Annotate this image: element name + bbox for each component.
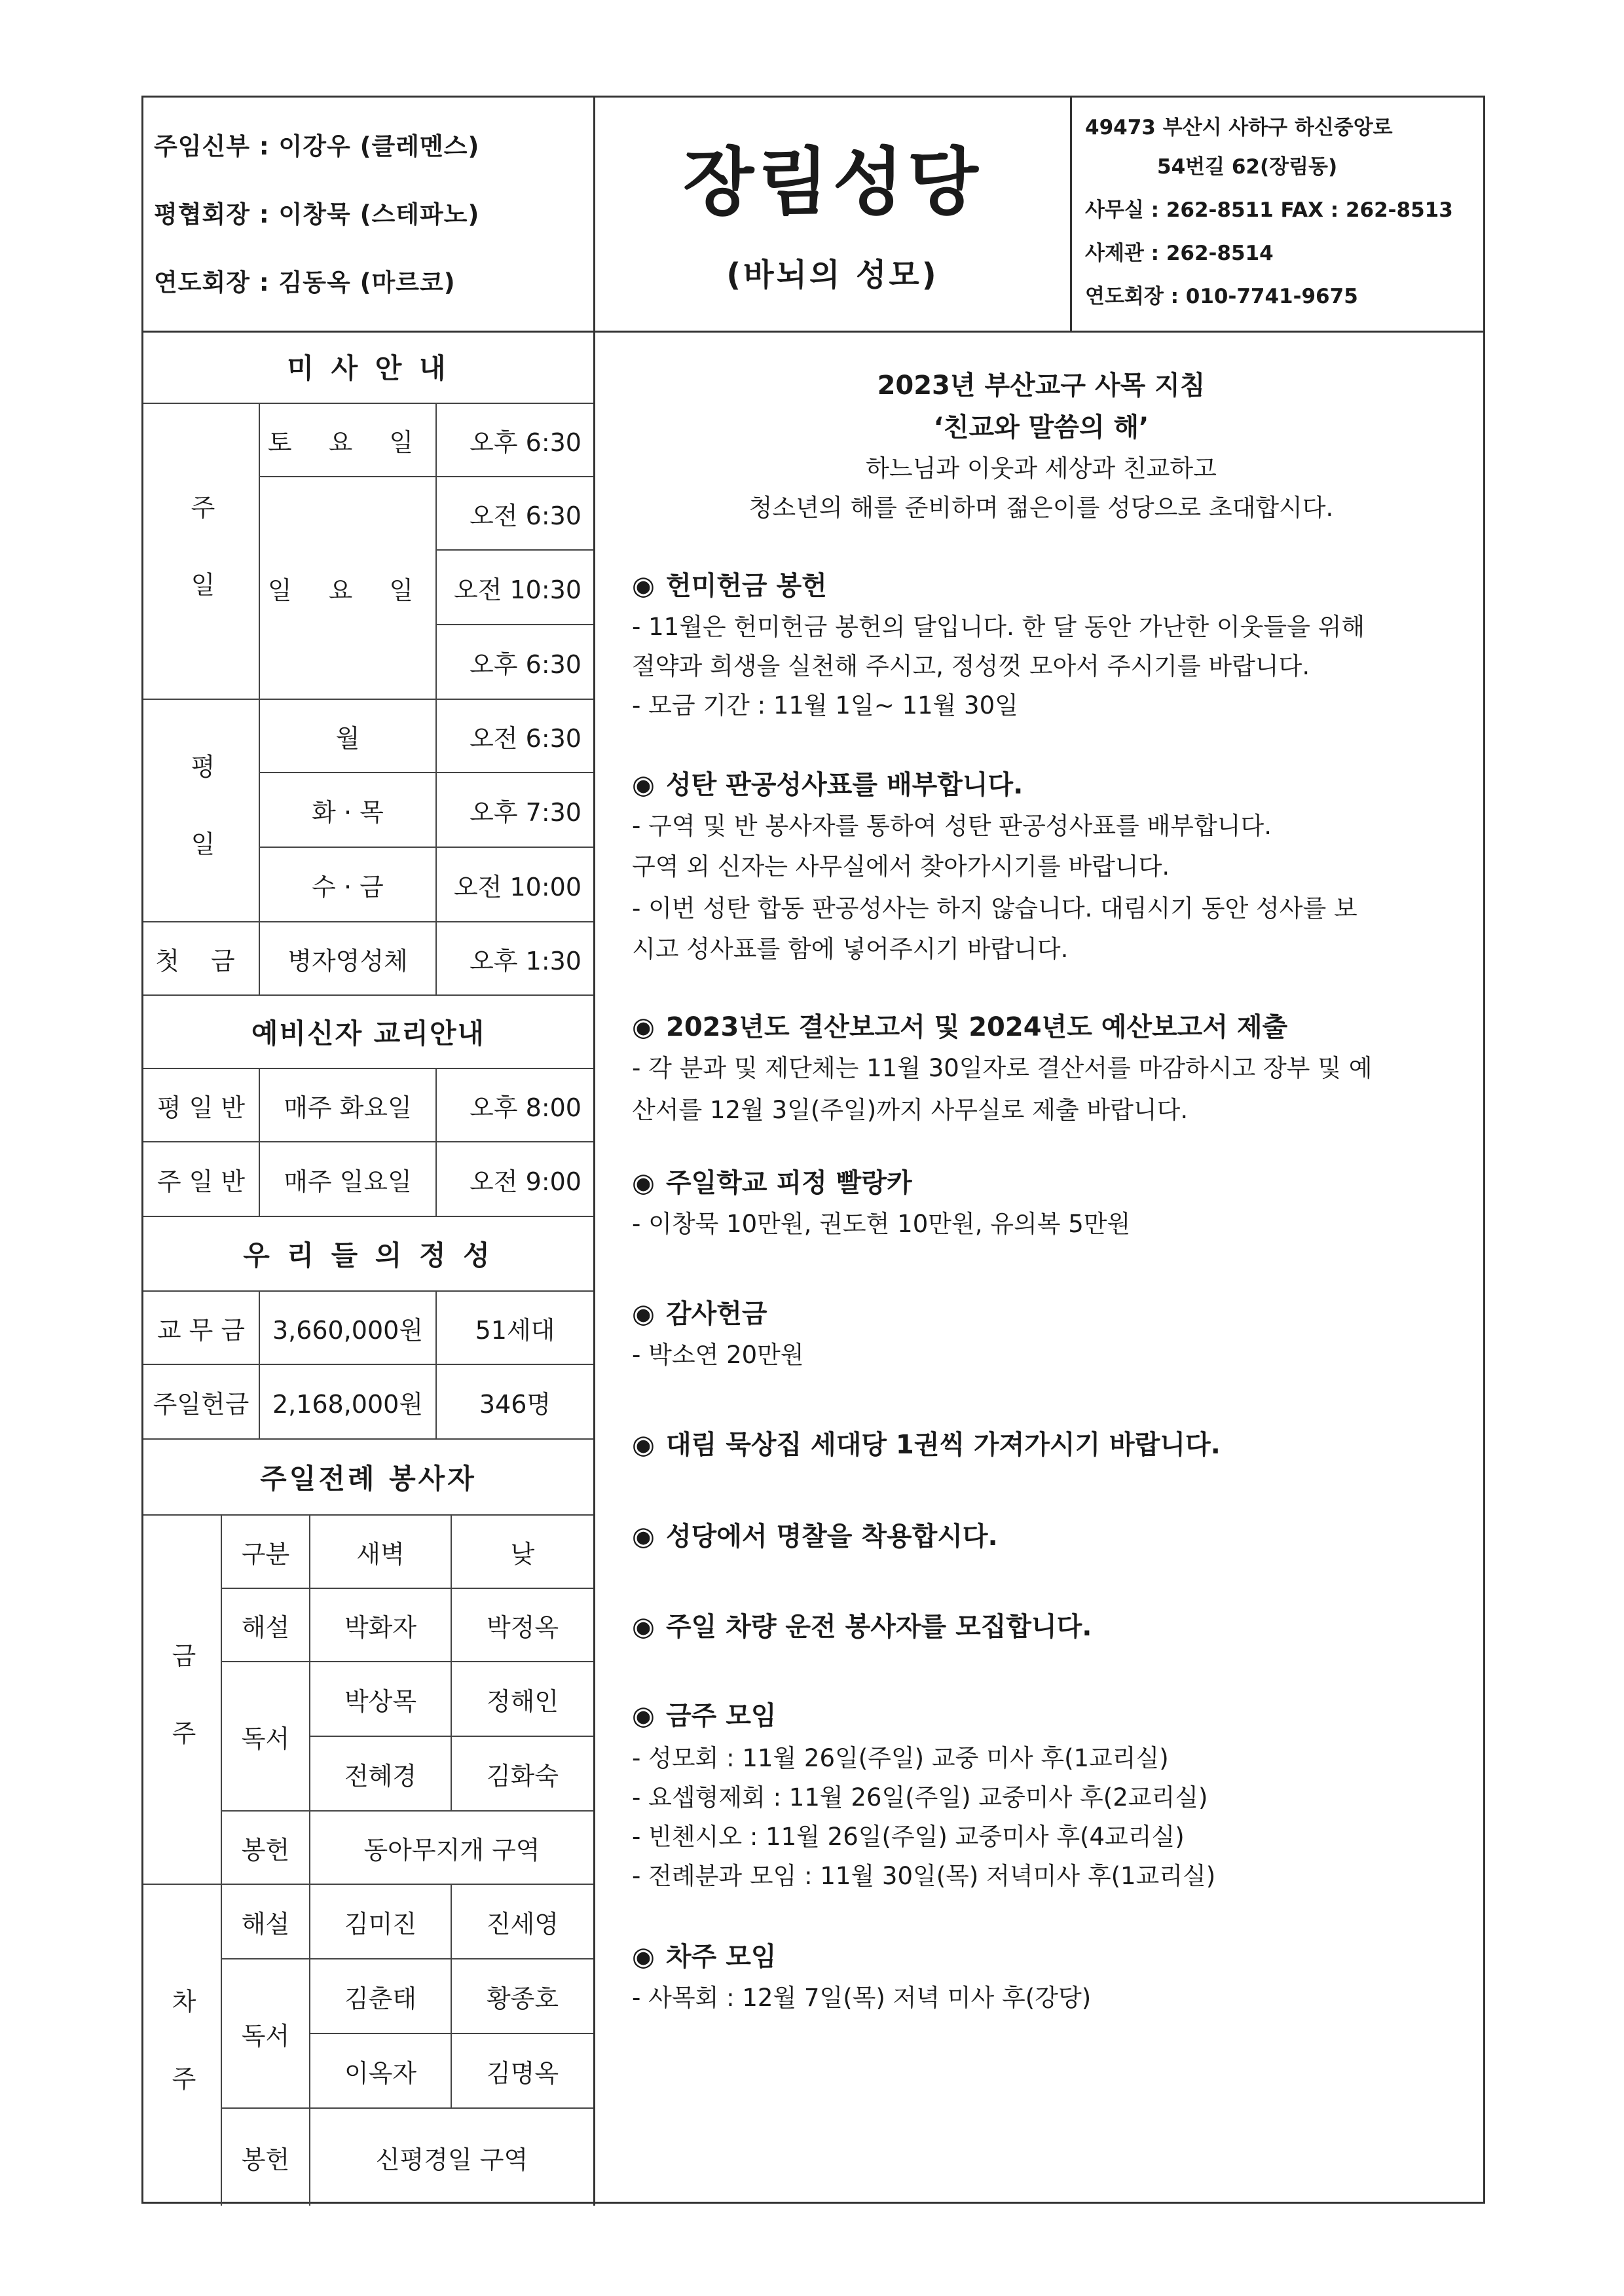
this-week-reader1-day: 정해인	[452, 1662, 593, 1737]
this-week-commentator-label: 해설	[222, 1589, 310, 1662]
bullet-icon: ◉	[632, 1942, 655, 1972]
church-subtitle: (바뇌의 성모)	[726, 257, 939, 293]
col-day: 낮	[452, 1516, 593, 1589]
monday-label: 월	[260, 700, 437, 773]
notice-line: - 이창묵 10만원, 권도현 10만원, 유의복 5만원	[632, 1210, 1131, 1238]
next-week-commentator-dawn: 김미진	[310, 1885, 452, 1959]
bullet-icon: ◉	[632, 770, 655, 800]
address-line2: 54번길 62(장림동)	[1157, 155, 1338, 179]
staff-panel	[143, 98, 595, 331]
wed-fri-time: 오전 10:00	[437, 848, 593, 922]
first-friday-time: 오후 1:30	[437, 922, 593, 996]
pastor-name: 주임신부 : 이강우 (클레멘스)	[154, 132, 480, 160]
tithe-count: 51세대	[437, 1292, 593, 1365]
bullet-icon: ◉	[632, 1299, 655, 1329]
sunday-class-label: 주 일 반	[143, 1142, 260, 1217]
tue-thu-label: 화 · 목	[260, 773, 437, 848]
monday-time: 오전 6:30	[437, 700, 593, 773]
notice-title: ◉ 주일학교 피정 빨랑카	[632, 1168, 912, 1198]
this-week-reader-label: 독서	[222, 1662, 310, 1812]
sunday-time-2: 오전 10:30	[437, 551, 593, 625]
notice-title: ◉ 헌미헌금 봉헌	[632, 571, 827, 601]
catechism-title: 예비신자 교리안내	[143, 996, 593, 1069]
weekday-label: 평 일	[143, 700, 260, 922]
pastoral-title: 2023년 부산교구 사목 지침	[877, 371, 1206, 401]
sunday-time-3: 오후 6:30	[437, 625, 593, 700]
next-week-offertory-label: 봉헌	[222, 2109, 310, 2206]
notice-line: 산서를 12월 3일(주일)까지 사무실로 제출 바랍니다.	[632, 1096, 1189, 1124]
right-column	[595, 331, 1487, 2206]
col-dawn: 새벽	[310, 1516, 452, 1589]
saturday-label: 토 요 일	[260, 404, 437, 477]
pastoral-line1: 하느님과 이웃과 세상과 친교하고	[866, 454, 1217, 483]
notice-title: ◉ 금주 모임	[632, 1701, 777, 1731]
sunday-time-1: 오전 6:30	[437, 477, 593, 551]
mass-title: 미 사 안 내	[143, 331, 593, 404]
col-division: 구분	[222, 1516, 310, 1589]
next-week-reader1-dawn: 김춘태	[310, 1959, 452, 2034]
address-line1: 49473 부산시 사하구 하신중앙로	[1085, 116, 1393, 139]
notice-line: - 이번 성탄 합동 판공성사는 하지 않습니다. 대림시기 동안 성사를 보	[632, 894, 1357, 922]
office-phone: 사무실 : 262-8511 FAX : 262-8513	[1085, 198, 1453, 222]
contact-panel	[1072, 98, 1487, 331]
notice-line: - 사목회 : 12월 7일(목) 저녁 미사 후(강당)	[632, 1984, 1092, 2012]
wed-fri-label: 수 · 금	[260, 848, 437, 922]
next-week-offertory-group: 신평경일 구역	[375, 2145, 528, 2174]
tithe-label: 교 무 금	[143, 1292, 260, 1365]
servers-title: 주일전례 봉사자	[143, 1440, 593, 1516]
notice-line: - 빈첸시오 : 11월 26일(주일) 교중미사 후(4교리실)	[632, 1823, 1185, 1851]
next-week-reader1-day: 황종호	[452, 1959, 593, 2034]
bullet-icon: ◉	[632, 1012, 655, 1042]
notice-line: - 각 분과 및 제단체는 11월 30일자로 결산서를 마감하시고 장부 및 예	[632, 1054, 1373, 1082]
bullet-icon: ◉	[632, 1612, 655, 1642]
notice-title: ◉ 감사헌금	[632, 1299, 767, 1329]
this-week-offertory-label: 봉헌	[222, 1812, 310, 1885]
sunday-offering-count: 346명	[437, 1365, 593, 1440]
notice-title: ◉ 차주 모임	[632, 1942, 777, 1972]
notice-title: ◉ 성탄 판공성사표를 배부합니다.	[632, 770, 1024, 800]
next-week-commentator-day: 진세영	[452, 1885, 593, 1959]
bullet-icon: ◉	[632, 1522, 655, 1552]
next-week-reader-label: 독서	[222, 1959, 310, 2109]
next-week-reader2-day: 김명옥	[452, 2034, 593, 2109]
notice-line: - 성모회 : 11월 26일(주일) 교중 미사 후(1교리실)	[632, 1744, 1169, 1772]
notice-line: - 모금 기간 : 11월 1일~ 11월 30일	[632, 691, 1018, 720]
title-panel	[595, 98, 1072, 331]
notice-line: - 전례분과 모임 : 11월 30일(목) 저녁미사 후(1교리실)	[632, 1862, 1216, 1890]
first-friday-label: 첫 금	[143, 922, 260, 996]
notice-title: ◉ 2023년도 결산보고서 및 2024년도 예산보고서 제출	[632, 1012, 1288, 1042]
notice-line: 시고 성사표를 함에 넣어주시기 바랍니다.	[632, 935, 1069, 963]
this-week-commentator-day: 박정옥	[452, 1589, 593, 1662]
bullet-icon: ◉	[632, 1168, 655, 1198]
notice-line: - 박소연 20만원	[632, 1341, 804, 1369]
this-week-reader1-dawn: 박상목	[310, 1662, 452, 1737]
this-week-reader2-day: 김화숙	[452, 1737, 593, 1812]
notice-line: - 11월은 헌미헌금 봉헌의 달입니다. 한 달 동안 가난한 이웃들을 위해	[632, 613, 1365, 641]
this-week-reader2-dawn: 전혜경	[310, 1737, 452, 1812]
notice-title: ◉ 대림 묵상집 세대당 1권씩 가져가시기 바랍니다.	[632, 1430, 1221, 1460]
notice-title: ◉ 주일 차량 운전 봉사자를 모집합니다.	[632, 1612, 1092, 1642]
notice-title: ◉ 성당에서 명찰을 착용합시다.	[632, 1522, 998, 1552]
next-week-label: 차 주	[143, 1885, 222, 2206]
notice-line: - 요셉형제회 : 11월 26일(주일) 교중미사 후(2교리실)	[632, 1783, 1208, 1812]
church-name: 장림성당	[683, 140, 982, 225]
yeondo-phone: 연도회장 : 010-7741-9675	[1085, 285, 1358, 308]
tithe-amount: 3,660,000원	[260, 1292, 437, 1365]
pastoral-subtitle: ‘친교와 말씀의 해’	[933, 412, 1149, 443]
next-week-commentator-label: 해설	[222, 1885, 310, 1959]
bullet-icon: ◉	[632, 1701, 655, 1731]
council-president: 평협회장 : 이창묵 (스테파노)	[154, 200, 480, 228]
next-week-reader2-dawn: 이옥자	[310, 2034, 452, 2109]
notice-line: 구역 외 신자는 사무실에서 찾아가시기를 바랍니다.	[632, 852, 1170, 881]
sunday-offering-label: 주일헌금	[143, 1365, 260, 1440]
sunday-label: 주 일	[143, 404, 260, 700]
this-week-label: 금 주	[143, 1516, 222, 1885]
sunday-day-label: 일 요 일	[260, 477, 437, 700]
tue-thu-time: 오후 7:30	[437, 773, 593, 848]
bulletin-sheet	[141, 96, 1485, 2204]
header	[143, 98, 1483, 333]
yeondo-president: 연도회장 : 김동옥 (마르코)	[154, 268, 456, 297]
bullet-icon: ◉	[632, 571, 655, 601]
notice-line: 절약과 희생을 실천해 주시고, 정성껏 모아서 주시기를 바랍니다.	[632, 652, 1310, 680]
sick-communion-label: 병자영성체	[260, 922, 437, 996]
weekday-class-label: 평 일 반	[143, 1069, 260, 1142]
sunday-offering-amount: 2,168,000원	[260, 1365, 437, 1440]
sunday-class-time: 오전 9:00	[437, 1142, 593, 1217]
sunday-class-day: 매주 일요일	[260, 1142, 437, 1217]
pastoral-line2: 청소년의 해를 준비하며 젊은이를 성당으로 초대합시다.	[748, 494, 1334, 522]
offering-title: 우 리 들 의 정 성	[143, 1217, 593, 1292]
bullet-icon: ◉	[632, 1430, 655, 1460]
notice-line: - 구역 및 반 봉사자를 통하여 성탄 판공성사표를 배부합니다.	[632, 812, 1272, 840]
weekday-class-time: 오후 8:00	[437, 1069, 593, 1142]
rectory-phone: 사제관 : 262-8514	[1085, 242, 1274, 265]
this-week-offertory-group: 동아무지개 구역	[310, 1812, 593, 1885]
this-week-commentator-dawn: 박화자	[310, 1589, 452, 1662]
left-column	[143, 331, 595, 2206]
saturday-time: 오후 6:30	[437, 404, 593, 477]
weekday-class-day: 매주 화요일	[260, 1069, 437, 1142]
